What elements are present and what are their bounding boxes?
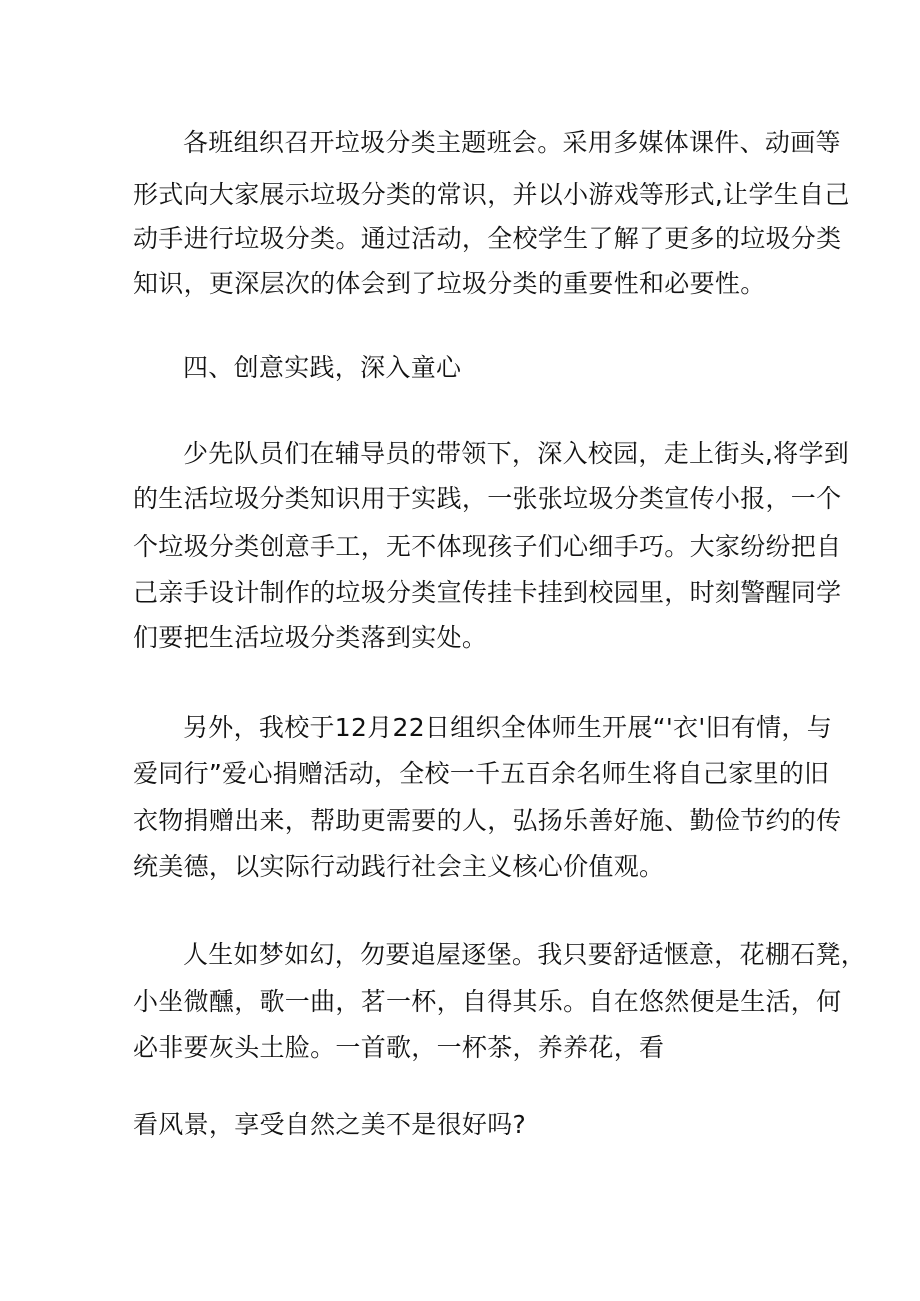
paragraph-line: 小坐微醺，歌一曲，茗一杯，自得其乐。自在悠然便是生活，何: [133, 987, 842, 1016]
paragraph-line: 个垃圾分类创意手工，无不体现孩子们心细手巧。大家纷纷把自: [133, 532, 842, 561]
paragraph-line: 爱同行”爱心捐赠活动，全校一千五百余名师生将自己家里的旧: [133, 759, 830, 788]
paragraph-line: 知识，更深层次的体会到了垃圾分类的重要性和必要性。: [133, 269, 766, 298]
paragraph-line: 己亲手设计制作的垃圾分类宣传挂卡挂到校园里，时刻警醒同学: [133, 578, 842, 607]
paragraph-line: 少先队员们在辅导员的带领下，深入校园，走上街头,将学到: [183, 439, 850, 468]
paragraph-line: 人生如梦如幻，勿要追屋逐堡。我只要舒适惬意，花棚石凳，: [183, 940, 867, 969]
paragraph-line: 必非要灰头土脸。一首歌，一杯茶，养养花，看: [133, 1033, 665, 1062]
paragraph-line: 看风景，享受自然之美不是很好吗?: [133, 1110, 527, 1139]
paragraph-line: 形式向大家展示垃圾分类的常识，并以小游戏等形式,让学生自己: [133, 180, 850, 209]
paragraph-line: 衣物捐赠出来，帮助更需要的人，弘扬乐善好施、勤俭节约的传: [133, 806, 842, 835]
section-heading: 四、创意实践，深入童心: [183, 353, 462, 382]
paragraph-line: 们要把生活垃圾分类落到实处。: [133, 623, 488, 652]
paragraph-line: 另外，我校于12月22日组织全体师生开展“'衣'旧有情，与: [183, 713, 833, 742]
paragraph-line: 各班组织召开垃圾分类主题班会。采用多媒体课件、动画等: [183, 128, 841, 157]
paragraph-line: 的生活垃圾分类知识用于实践，一张张垃圾分类宣传小报，一个: [133, 484, 842, 513]
paragraph-line: 动手进行垃圾分类。通过活动，全校学生了解了更多的垃圾分类: [133, 224, 842, 253]
paragraph-line: 统美德，以实际行动践行社会主义核心价值观。: [133, 852, 665, 881]
